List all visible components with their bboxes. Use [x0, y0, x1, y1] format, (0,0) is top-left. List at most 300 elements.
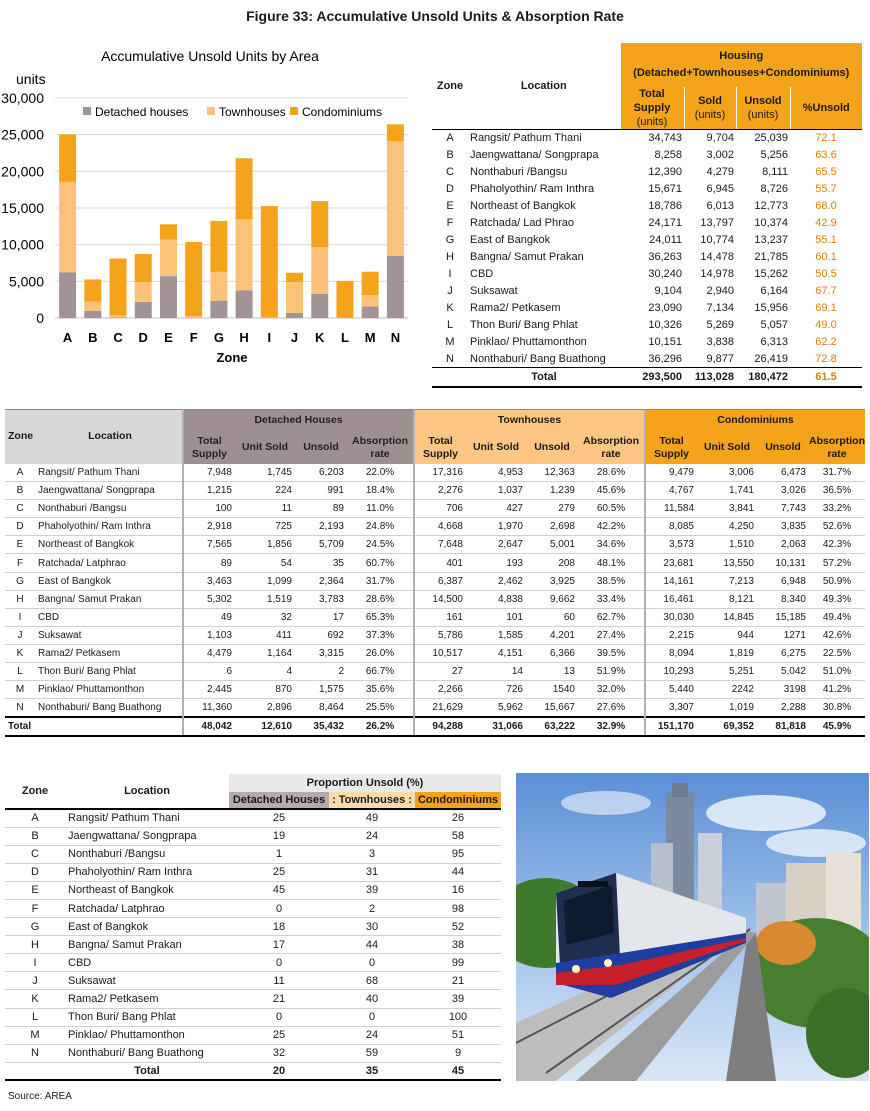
detail-value-cell: 2,266 [414, 681, 466, 699]
detail-value-cell: 411 [235, 626, 295, 644]
detail-sub-header: Absorption rate [578, 432, 645, 464]
pct-unsold-cell: 72.1 [815, 132, 837, 145]
detail-value-cell: 6,366 [526, 644, 578, 662]
detail-value-cell: 14,845 [697, 608, 757, 626]
detail-value-cell: 42.6% [809, 626, 865, 644]
detail-value-cell: 57.2% [809, 554, 865, 572]
detail-value-cell: 1,510 [697, 536, 757, 554]
detail-value-cell: 5,251 [697, 663, 757, 681]
proportion-cell: 38 [415, 936, 501, 954]
total-label: Total [5, 717, 35, 736]
location-cell: Rangsit/ Pathum Thani [35, 464, 183, 482]
proportion-cell: 32 [229, 1044, 329, 1062]
table-row [432, 147, 862, 164]
bar-segment [84, 279, 101, 301]
pct-unsold-cell: 55.7 [815, 183, 837, 195]
detail-value-cell: 42.3% [809, 536, 865, 554]
total-row [5, 717, 865, 736]
y-tick-label: 0 [36, 310, 44, 326]
detail-value-cell: 1,856 [235, 536, 295, 554]
detail-value-cell: 4,953 [466, 464, 526, 482]
detail-value-cell: 3,307 [645, 699, 697, 717]
y-tick-label: 10,000 [1, 236, 44, 253]
table-row [432, 249, 862, 266]
proportion-cell: 21 [415, 972, 501, 990]
supply-cell: 24,011 [649, 234, 682, 246]
detail-value-cell: 4 [235, 663, 295, 681]
detail-value-cell: 38.5% [578, 572, 645, 590]
zone-cell: I [5, 954, 65, 972]
location-cell: Thon Buri/ Bang Phlat [35, 663, 183, 681]
table-row [5, 681, 865, 699]
proportion-cell: 99 [415, 954, 501, 972]
proportion-cell: 24 [329, 827, 415, 845]
detail-value-cell: 1,164 [235, 644, 295, 662]
detail-value-cell: 17,316 [414, 464, 466, 482]
detail-value-cell: 3,783 [295, 590, 347, 608]
proportion-cell: 0 [229, 954, 329, 972]
detail-value-cell: 3,026 [757, 482, 809, 500]
detail-value-cell: 23,681 [645, 554, 697, 572]
detail-value-cell: 3,006 [697, 464, 757, 482]
unsold-cell: 6,313 [760, 336, 788, 348]
detail-value-cell: 11,584 [645, 500, 697, 518]
housing-summary-table [432, 43, 862, 388]
unsold-cell: 26,419 [754, 352, 788, 365]
proportion-cell: 100 [415, 1008, 501, 1026]
location-cell: Rangsit/ Pathum Thani [65, 809, 229, 827]
detail-value-cell: 15,667 [526, 699, 578, 717]
zone-cell: L [446, 319, 454, 331]
zone-cell: G [5, 572, 35, 590]
detail-value-cell: 33.4% [578, 590, 645, 608]
bar-segment [336, 281, 353, 318]
y-tick-label: 5,000 [8, 273, 44, 290]
supply-cell: 34,743 [648, 132, 682, 145]
detail-value-cell: 28.6% [347, 590, 414, 608]
proportion-cell: 19 [229, 827, 329, 845]
y-tick-label: 30,000 [1, 90, 44, 106]
legend-label: Townhouses [219, 105, 286, 119]
location-cell: Nonthaburi /Bangsu [470, 166, 568, 178]
unsold-cell: 10,374 [754, 217, 788, 229]
detail-value-cell: 5,786 [414, 626, 466, 644]
housing-group-subtitle: (Detached+Townhouses+Condominiums) [633, 67, 850, 79]
table-row [5, 881, 501, 899]
detail-value-cell: 6,387 [414, 572, 466, 590]
table-row [432, 283, 862, 300]
detail-value-cell: 6,473 [757, 464, 809, 482]
bar-segment [160, 239, 177, 276]
bar-segment [160, 224, 177, 239]
proportion-cell: 1 [229, 845, 329, 863]
bar-segment [135, 282, 152, 302]
legend-swatch [83, 107, 91, 115]
detail-value-cell: 60.5% [578, 500, 645, 518]
location-cell: Ratchada/ Latphrao [65, 899, 229, 917]
location-cell: Phaholyothin/ Ram Inthra [35, 518, 183, 536]
table-row [5, 809, 501, 827]
detail-value-cell: 81,818 [757, 717, 809, 736]
zone-cell: J [5, 972, 65, 990]
detail-value-cell: 1,215 [183, 482, 235, 500]
location-cell: Thon Buri/ Bang Phlat [470, 319, 578, 331]
pct-unsold-cell: 65.5 [815, 166, 837, 178]
detail-value-cell: 7,565 [183, 536, 235, 554]
detail-value-cell: 18.4% [347, 482, 414, 500]
source-note: Source: AREA [8, 1091, 72, 1102]
pct-unsold-cell: 62.2 [815, 336, 837, 348]
table-row [5, 699, 865, 717]
zone-cell: N [5, 1044, 65, 1062]
zone-cell: D [446, 183, 454, 195]
detail-value-cell: 22.0% [347, 464, 414, 482]
detail-value-cell: 49.3% [809, 590, 865, 608]
location-cell: Ratchada/ Lad Phrao [470, 217, 574, 229]
zone-cell: J [447, 285, 453, 297]
detail-value-cell: 279 [526, 500, 578, 518]
detail-value-cell: 24.5% [347, 536, 414, 554]
bar-segment [387, 141, 404, 256]
detail-value-cell: 15,185 [757, 608, 809, 626]
detail-value-cell: 48.1% [578, 554, 645, 572]
detail-value-cell: 35 [295, 554, 347, 572]
proportion-cell: 3 [329, 845, 415, 863]
bar-segment [59, 273, 76, 318]
detail-sub-header: Unit Sold [466, 432, 526, 464]
skytrain-photo [516, 773, 869, 1081]
table-row [5, 936, 501, 954]
location-cell: CBD [470, 268, 494, 280]
supply-cell: 10,326 [648, 319, 682, 331]
bar-segment [210, 301, 227, 318]
table-row [432, 198, 862, 215]
zone-cell: H [446, 251, 454, 263]
unsold-cell: 15,956 [754, 302, 788, 314]
detail-value-cell: 5,709 [295, 536, 347, 554]
location-cell: Bangna/ Samut Prakan [65, 936, 229, 954]
sold-cell: 6,013 [706, 200, 734, 212]
prop-col-condominiums: Condominiums [415, 792, 501, 809]
location-cell: Nonthaburi/ Bang Buathong [65, 1044, 229, 1062]
detail-value-cell: 1,575 [295, 681, 347, 699]
detail-value-cell: 1,741 [697, 482, 757, 500]
detail-value-cell: 6,275 [757, 644, 809, 662]
detail-value-cell: 3,841 [697, 500, 757, 518]
detail-value-cell: 1,819 [697, 644, 757, 662]
total-row [5, 1062, 501, 1080]
unsold-cell: 6,164 [760, 285, 788, 297]
detail-value-cell: 10,517 [414, 644, 466, 662]
proportion-cell: 52 [415, 918, 501, 936]
zone-cell: K [5, 990, 65, 1008]
x-category-label: G [213, 330, 224, 345]
supply-cell: 36,263 [648, 251, 682, 263]
supply-cell: 10,151 [648, 336, 682, 348]
housing-group-title: Housing [719, 50, 764, 62]
detail-value-cell: 1,585 [466, 626, 526, 644]
table-row [5, 500, 865, 518]
unsold-units-chart [0, 40, 420, 370]
detail-value-cell: 208 [526, 554, 578, 572]
detail-value-cell: 401 [414, 554, 466, 572]
proportion-cell: 11 [229, 972, 329, 990]
detail-value-cell: 5,001 [526, 536, 578, 554]
zone-cell: F [5, 554, 35, 572]
zone-cell: D [5, 863, 65, 881]
proportion-cell: 45 [229, 881, 329, 899]
detail-value-cell: 17 [295, 608, 347, 626]
pct-unsold-cell: 72.8 [815, 352, 837, 365]
unsold-cell: 5,057 [760, 319, 788, 331]
detail-value-cell: 32.9% [578, 717, 645, 736]
table-row [5, 608, 865, 626]
detail-sub-header: Unit Sold [235, 432, 295, 464]
detail-value-cell: 1,019 [697, 699, 757, 717]
legend-label: Detached houses [95, 105, 189, 119]
detail-value-cell: 26.2% [347, 717, 414, 736]
pct-unsold-cell: 50.5 [815, 268, 837, 280]
detail-value-cell: 5,302 [183, 590, 235, 608]
table-row [432, 181, 862, 198]
detail-value-cell: 2,364 [295, 572, 347, 590]
detail-value-cell: 30,030 [645, 608, 697, 626]
detail-col-zone: Zone [5, 410, 35, 464]
detail-value-cell: 3,315 [295, 644, 347, 662]
zone-cell: K [5, 644, 35, 662]
location-cell: Jaengwattana/ Songprapa [65, 827, 229, 845]
zone-cell: G [445, 234, 455, 246]
detail-value-cell: 2,276 [414, 482, 466, 500]
sold-cell: 7,134 [706, 302, 734, 314]
prop-col-location: Location [65, 774, 229, 809]
detail-value-cell: 25.5% [347, 699, 414, 717]
sold-cell: 113,028 [684, 368, 736, 387]
detail-value-cell: 427 [466, 500, 526, 518]
detail-value-cell: 1,745 [235, 464, 295, 482]
table-row [432, 266, 862, 283]
zone-cell: A [5, 464, 35, 482]
detail-value-cell: 2,918 [183, 518, 235, 536]
proportion-cell: 0 [329, 954, 415, 972]
proportion-cell: 18 [229, 918, 329, 936]
zone-cell: B [446, 149, 454, 161]
total-label: Total [468, 368, 620, 387]
detail-value-cell: 4,838 [466, 590, 526, 608]
location-cell: East of Bangkok [35, 572, 183, 590]
detail-value-cell: 11.0% [347, 500, 414, 518]
location-cell: Nonthaburi /Bangsu [65, 845, 229, 863]
proportion-cell: 49 [329, 809, 415, 827]
detail-value-cell: 3,573 [645, 536, 697, 554]
bar-segment [387, 256, 404, 318]
detail-value-cell: 66.7% [347, 663, 414, 681]
location-cell: Suksawat [35, 626, 183, 644]
detail-value-cell: 27.4% [578, 626, 645, 644]
sold-cell: 13,797 [700, 217, 734, 229]
table-row [5, 1044, 501, 1062]
detail-value-cell: 39.5% [578, 644, 645, 662]
proportion-cell: 21 [229, 990, 329, 1008]
detail-value-cell: 2,288 [757, 699, 809, 717]
proportion-cell: 9 [415, 1044, 501, 1062]
unsold-cell: 5,256 [760, 149, 788, 161]
table-row [432, 351, 862, 368]
col-total-supply: Total Supply (units) [620, 87, 684, 130]
detail-value-cell: 13,550 [697, 554, 757, 572]
proportion-cell: 35 [329, 1062, 415, 1080]
chart-title: Accumulative Unsold Units by Area [101, 48, 319, 64]
detail-value-cell: 2,698 [526, 518, 578, 536]
location-cell: Nonthaburi /Bangsu [35, 500, 183, 518]
zone-cell: L [5, 1008, 65, 1026]
zone-cell [5, 1062, 65, 1080]
detail-value-cell: 692 [295, 626, 347, 644]
x-category-label: E [164, 330, 173, 345]
pct-unsold-cell: 49.0 [815, 319, 837, 331]
bar-segment [311, 201, 328, 247]
detail-value-cell: 1271 [757, 626, 809, 644]
detail-group-detached: Detached Houses [183, 410, 414, 432]
unsold-cell: 180,472 [736, 368, 790, 387]
table-row [432, 334, 862, 351]
zone-cell: F [446, 217, 454, 229]
table-row [432, 300, 862, 317]
unsold-cell: 15,262 [754, 268, 788, 280]
zone-cell: E [5, 536, 35, 554]
detail-value-cell: 2,063 [757, 536, 809, 554]
table-row [5, 1026, 501, 1044]
sold-cell: 9,704 [706, 132, 734, 145]
detail-value-cell: 7,743 [757, 500, 809, 518]
detail-value-cell: 48,042 [183, 717, 235, 736]
proportion-cell: 44 [415, 863, 501, 881]
detail-value-cell: 26.0% [347, 644, 414, 662]
location-cell: East of Bangkok [470, 234, 551, 246]
table-row [5, 663, 865, 681]
location-cell: Northeast of Bangkok [35, 536, 183, 554]
unsold-cell: 8,726 [760, 183, 788, 195]
y-tick-label: 20,000 [1, 163, 44, 180]
table-row [432, 164, 862, 181]
detail-value-cell: 12,363 [526, 464, 578, 482]
location-cell: East of Bangkok [65, 918, 229, 936]
legend-swatch [290, 107, 298, 115]
zone-cell: J [5, 626, 35, 644]
y-tick-label: 15,000 [1, 200, 44, 216]
supply-cell: 30,240 [648, 268, 682, 280]
pct-unsold-cell: 55.1 [815, 234, 837, 246]
total-row [432, 368, 862, 387]
sold-cell: 2,940 [706, 285, 734, 297]
x-category-label: J [290, 330, 299, 345]
detail-value-cell: 151,170 [645, 717, 697, 736]
unsold-cell: 21,785 [754, 251, 788, 263]
detail-value-cell: 1540 [526, 681, 578, 699]
location-cell: Phaholyothin/ Ram Inthra [470, 183, 595, 195]
x-category-label: B [88, 330, 98, 345]
proportion-cell: 51 [415, 1026, 501, 1044]
supply-cell: 293,500 [620, 368, 684, 387]
bar-segment [210, 221, 227, 272]
detail-value-cell: 870 [235, 681, 295, 699]
location-cell: Northeast of Bangkok [470, 200, 576, 212]
zone-cell: N [5, 699, 35, 717]
table-row [5, 990, 501, 1008]
detail-value-cell: 89 [295, 500, 347, 518]
detail-value-cell: 1,037 [466, 482, 526, 500]
supply-cell: 15,671 [648, 183, 682, 195]
bar-segment [286, 273, 303, 282]
location-cell: Rama2/ Petkasem [65, 990, 229, 1008]
sold-cell: 10,774 [700, 234, 734, 246]
prop-col-townhouses: : Townhouses : [329, 792, 415, 809]
x-category-label: M [364, 330, 376, 345]
detail-value-cell: 2 [295, 663, 347, 681]
zone-cell: C [5, 500, 35, 518]
zone-cell: A [5, 809, 65, 827]
detail-value-cell: 2,896 [235, 699, 295, 717]
table-row [5, 590, 865, 608]
detail-value-cell: 3,835 [757, 518, 809, 536]
bar-segment [110, 317, 127, 318]
zone-cell: H [5, 590, 35, 608]
x-category-label: C [113, 330, 123, 345]
detail-sub-header: Unsold [526, 432, 578, 464]
col-zone: Zone [432, 43, 468, 130]
table-row [5, 536, 865, 554]
proportion-cell: 40 [329, 990, 415, 1008]
detail-value-cell: 8,094 [645, 644, 697, 662]
bar-segment [110, 315, 127, 317]
detail-value-cell: 45.9% [809, 717, 865, 736]
detail-value-cell: 6 [183, 663, 235, 681]
table-row [5, 626, 865, 644]
detail-value-cell: 11,360 [183, 699, 235, 717]
detail-sub-header: Unsold [757, 432, 809, 464]
detail-value-cell: 6,948 [757, 572, 809, 590]
location-cell: Suksawat [65, 972, 229, 990]
detail-value-cell: 12,610 [235, 717, 295, 736]
bar-segment [362, 306, 379, 318]
detail-value-cell: 21,629 [414, 699, 466, 717]
supply-cell: 23,090 [648, 302, 682, 314]
y-axis-label: units [16, 71, 46, 87]
detail-value-cell: 1,103 [183, 626, 235, 644]
table-row [5, 572, 865, 590]
detail-value-cell: 2,215 [645, 626, 697, 644]
location-cell: Northeast of Bangkok [65, 881, 229, 899]
detail-value-cell: 13 [526, 663, 578, 681]
bar-segment [59, 182, 76, 273]
unsold-cell: 8,111 [762, 166, 788, 178]
zone-cell: D [5, 518, 35, 536]
detail-value-cell: 89 [183, 554, 235, 572]
detail-value-cell: 224 [235, 482, 295, 500]
bar-segment [236, 290, 253, 318]
unsold-cell: 13,237 [754, 234, 788, 246]
detail-col-location: Location [35, 410, 183, 464]
detail-value-cell: 45.6% [578, 482, 645, 500]
detail-value-cell: 6,203 [295, 464, 347, 482]
detail-value-cell: 7,213 [697, 572, 757, 590]
table-row [5, 827, 501, 845]
pct-unsold-cell: 60.1 [815, 251, 837, 263]
sold-cell: 3,838 [706, 336, 734, 348]
table-row [5, 518, 865, 536]
zone-cell: G [5, 918, 65, 936]
pct-unsold-cell: 42.9 [815, 217, 837, 229]
